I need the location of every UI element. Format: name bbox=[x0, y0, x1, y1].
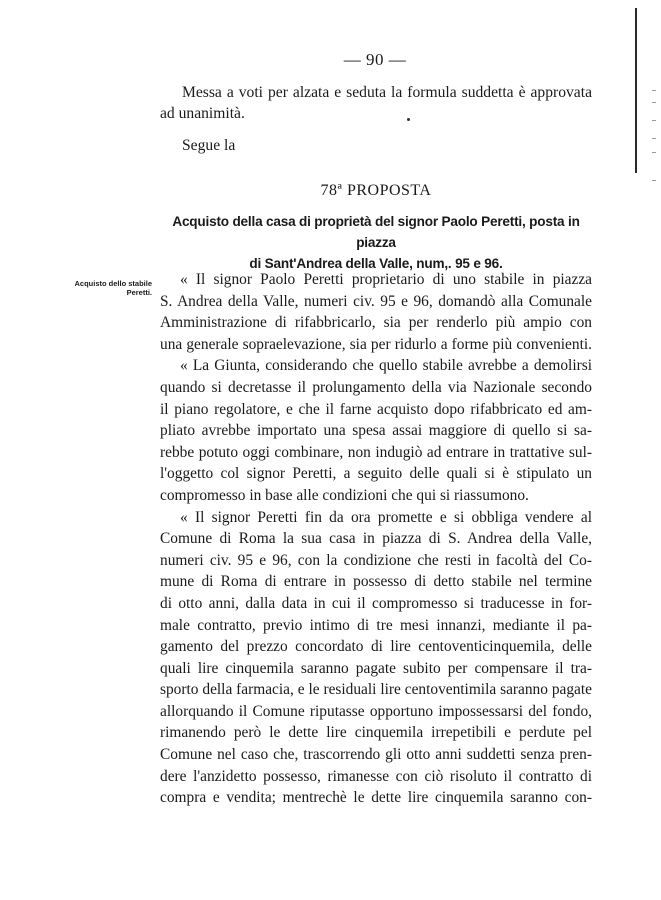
body-line: dere l'anzidetto possesso, rimanesse con ciò risoluto il contratto di bbox=[160, 767, 592, 785]
body-line: Comune di Roma la sua casa in piazza di S. Andrea della Valle, bbox=[160, 530, 592, 548]
body-line: S. Andrea della Valle, numeri civ. 95 e 96, domandò alla Comunale bbox=[160, 292, 592, 310]
ink-speck bbox=[407, 118, 410, 121]
page-spine-edge bbox=[635, 8, 637, 173]
body-line: Comune nel caso che, trascorrendo gli otto anni suddetti senza pren- bbox=[160, 746, 592, 764]
page-number: — 90 — bbox=[343, 50, 407, 69]
body-line: Amministrazione di rifabbricarlo, sia per renderlo più ampio con bbox=[160, 314, 592, 332]
intro-paragraph bbox=[160, 82, 592, 124]
body-line: l'oggetto col signor Peretti, a seguito delle quali si è stipulato un bbox=[160, 465, 592, 483]
intro-line: ad unanimità. bbox=[160, 105, 245, 122]
body-line: male contratto, previo intimo di tre mesi innanzi, mediante il pa- bbox=[160, 616, 592, 634]
body-line: di otto anni, dalla data in cui il compromesso si traducesse in for- bbox=[160, 594, 592, 612]
body-line: « Il signor Paolo Peretti proprietario di uno stabile in piazza bbox=[180, 271, 592, 288]
body-line: compra e vendita; mentrechè le dette lire cinquemila saranno con- bbox=[160, 789, 592, 807]
body-line: rimanendo però le dette lire cinquemila irrepetibili e perdute pel bbox=[160, 724, 592, 742]
body-line: « Il signor Peretti fin da ora promette e si obbliga vendere al bbox=[180, 508, 592, 526]
proposal-heading: 78ª PROPOSTA bbox=[320, 182, 432, 199]
bleed-through-marks bbox=[652, 90, 658, 190]
body-line: una generale sopraelevazione, sia per ridurlo a forme più convenienti. bbox=[160, 335, 592, 353]
body-line: compromesso in base alle condizioni che qui si riassumono. bbox=[160, 486, 529, 504]
body-line: pliato avrebbe importato una spesa assai maggiore di quello si sa- bbox=[160, 422, 592, 440]
body-line: allorquando il Comune riputasse opportuno impossessarsi del fondo, bbox=[160, 702, 592, 720]
proposal-title bbox=[160, 211, 592, 274]
margin-note: Acquisto dello stabile Peretti. bbox=[74, 279, 152, 297]
body-line: sporto della farmacia, e le residuali lire centoventimila saranno pagate bbox=[160, 681, 592, 699]
body-line: quali lire cinquemila saranno pagate subito per compensare il tra- bbox=[160, 659, 592, 677]
body-line: « La Giunta, considerando che quello stabile avrebbe a demolirsi bbox=[180, 357, 592, 375]
proposal-title-line: di Sant'Andrea della Valle, num,. 95 e 96. bbox=[249, 256, 503, 271]
body-line: numeri civ. 95 e 96, con la condizione che resti in facoltà del Co- bbox=[160, 551, 592, 569]
body-line: mune di Roma di entrare in possesso di detto stabile nel termine bbox=[160, 573, 592, 591]
body-line: gamento del prezzo concordato di lire centoventicinquemila, delle bbox=[160, 638, 592, 656]
body-line: il piano regolatore, e che il farne acquisto dopo rifabbricato ed am- bbox=[160, 400, 592, 418]
body-text bbox=[160, 269, 592, 809]
segue-text: Segue la bbox=[182, 137, 236, 154]
intro-line: Messa a voti per alzata e seduta la formula suddetta è approvata bbox=[182, 84, 592, 101]
body-line: rebbe potuto oggi combinare, non indugiò ad entrare in trattative sul- bbox=[160, 443, 592, 461]
proposal-title-line: Acquisto della casa di proprietà del signor Paolo Peretti, posta in piazza bbox=[172, 214, 580, 250]
body-line: quando si decretasse il prolungamento della via Nazionale secondo bbox=[160, 378, 592, 396]
